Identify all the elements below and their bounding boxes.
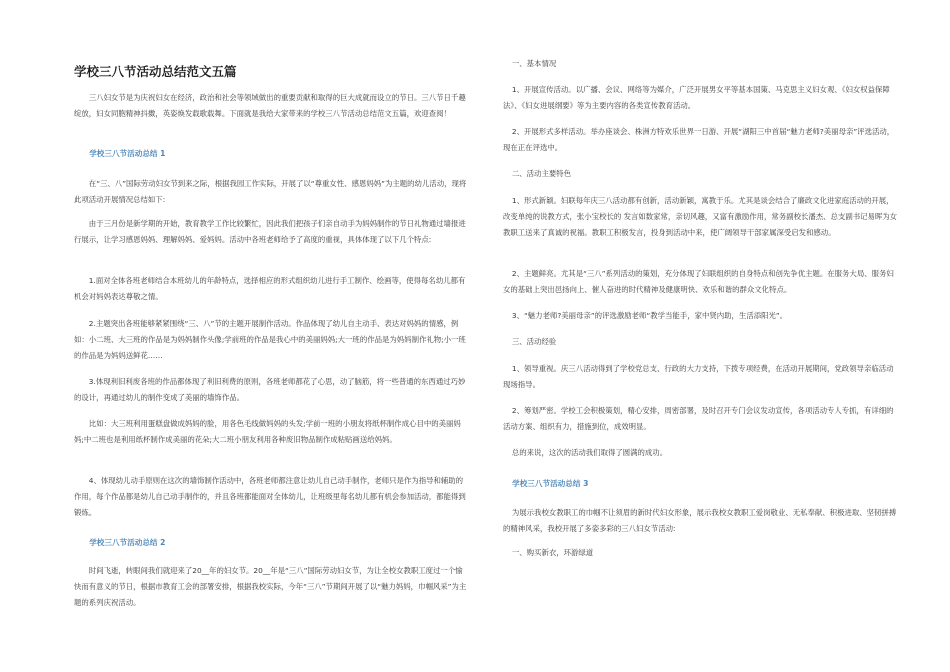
paragraph: 1、开展宣传活动。以广播、会议、网络等为媒介，广泛开展男女平等基本国策、马克思主义妇女观、《妇女权益保障法》、《妇女进展纲要》等为主要内容的各类宣传教育活动。 <box>503 85 890 110</box>
paragraph: 比如：大三班利用蛋糕盘做成妈妈的脸，用各色毛线做妈妈的头发;学前一班的小朋友将纸杯制作成心目中的美丽妈妈;中二班也是利用纸杯制作成美丽的花朵;大二班小朋友利用各种废旧物品制作成粘贴画送给妈妈。 <box>74 419 461 444</box>
paragraph: 3.体现利旧利废各班的作品都体现了利旧利费的原则，各班老师都花了心思，动了脑筋，将一些普通的东西通过巧妙的设计，再通过幼儿的制作变成了美丽的墙饰作品。 <box>74 377 466 402</box>
section-heading-3: 学校三八节活动总结 3 <box>512 479 589 488</box>
paragraph: 4、体现幼儿动手原则在这次的墙饰制作活动中，各班老师都注意让幼儿自己动手制作，老师只是作为指导和辅助的作用，每个作品都是幼儿自己动手制作的，并且各班都能面对全体幼儿，让班级里每名幼儿都有机会参加活动，都能得到锻炼。 <box>74 476 466 517</box>
intro-paragraph: 三八妇女节是为庆祝妇女在经济，政治和社会等领域做出的重要贡献和取得的巨大成就而设立的节日。三八节日千趣绽放，妇女同胞精神抖擞，英姿焕发载歌载舞。下面就是我给大家带来的学校三八节活动总结范文五篇，欢迎查阅！ <box>74 93 466 118</box>
paragraph: 1、领导重视。庆三八活动得到了学校党总支、行政的大力支持，下拨专项经费，在活动开展期间，党政领导亲临活动现场指导。 <box>503 364 894 389</box>
subsection-label: 三、活动经验 <box>511 337 557 346</box>
paragraph: 1.面对全体各班老师结合本班幼儿的年龄特点，选择相应的形式组织幼儿进行手工制作、绘画等，使得每名幼儿都有机会对妈妈表达尊敬之情。 <box>74 276 466 301</box>
paragraph: 总的来说，这次的活动我们取得了圆满的成功。 <box>511 448 668 457</box>
paragraph: 在“三、八”国际劳动妇女节到来之际，根据我园工作实际，开展了以“尊重女性、感恩妈妈”为主题的幼儿活动，现将此项活动开展情况总结如下: <box>74 179 467 204</box>
paragraph: 2、主题鲜亮。尤其是“三八”系列活动的策划，充分体现了妇联组织的自身特点和创先争优主题。在服务大局、服务妇女的基础上突出邑扬向上、催人奋进的时代精神及健康明快、欢乐和谐的群众文化特点。 <box>503 269 894 294</box>
paragraph: 2.主题突出各班能够紧紧围绕“三、八”节的主题开展制作活动。作品体现了幼儿自主动手、表达对妈妈的情感，例如：小二班、大三班的作品是为妈妈制作头像;学前班的作品是我心中的美丽妈妈;大一班的作品是为妈妈制作礼物;小一班的作品是为妈妈送鲜花…… <box>74 319 466 360</box>
paragraph: 为展示我校女教职工的巾帼不让须眉的新时代妇女形象，展示我校女教职工爱岗敬业、无私奉献、积极进取、坚韧拼搏的精神风采，我校开展了多姿多彩的三八妇女节活动: <box>503 508 897 533</box>
paragraph: 1、形式新颖。妇联每年庆三八活动都有创新，活动新颖，寓教于乐。尤其是谈会结合了廉政文化进家庭活动的开展，改变单纯的说教方式，张小宝校长的 发言如数家常，亲切风趣，又富有激励作用，常务副校长潘杰、总支副书记易晖为女教职工送来了真诚的祝福。教职工积极发言，投身到活动中来，使广阔领导干部家属深受启发和感动。 <box>503 196 898 237</box>
paragraph: 时间飞逝，转眼间我们就迎来了20__年的妇女节。20__年是“三八”国际劳动妇女节，为让全校女教职工度过一个愉快而有意义的节日，根据市教育工会的部署安排，根据我校实际，今年“三八”节期间开展了以“魅力妈妈，巾帼风采”为主题的系列庆祝活动。 <box>74 566 467 607</box>
paragraph: 3、“魅力老师?美丽母亲”的评选激励老师“教学当能手，家中贤内助，生活添阳光”。 <box>511 311 788 320</box>
paragraph: 由于三月份是新学期的开始，教育教学工作比较繁忙，因此我们把孩子们亲自动手为妈妈制作的节日礼物通过墙报进行展示，让学习感恩妈妈、理解妈妈、爱妈妈。活动中各班老师给予了高度的重视，具体体现了以下几个特点: <box>74 219 466 244</box>
subsection-label: 一、购买新衣，环游绿道 <box>511 548 594 557</box>
subsection-label: 一、基本情况 <box>511 59 557 68</box>
document-title: 学校三八节活动总结范文五篇 <box>74 64 237 79</box>
subsection-label: 二、活动主要特色 <box>511 169 572 178</box>
section-heading-2: 学校三八节活动总结 2 <box>89 538 166 547</box>
paragraph: 2、开展形式多样活动。举办座谈会、株洲方特欢乐世界一日游、开展“湖阳三中首届“魅力老师?美丽母亲”评选活动，现在正在评选中。 <box>503 127 895 152</box>
section-heading-1: 学校三八节活动总结 1 <box>89 149 166 158</box>
paragraph: 2、筹划严密。学校工会积极策划，精心安排，周密部署，及时召开专门会议发动宣传，各项活动专人专抓，有详细的活动方案、组织有力，措施到位，成效明显。 <box>503 406 894 431</box>
